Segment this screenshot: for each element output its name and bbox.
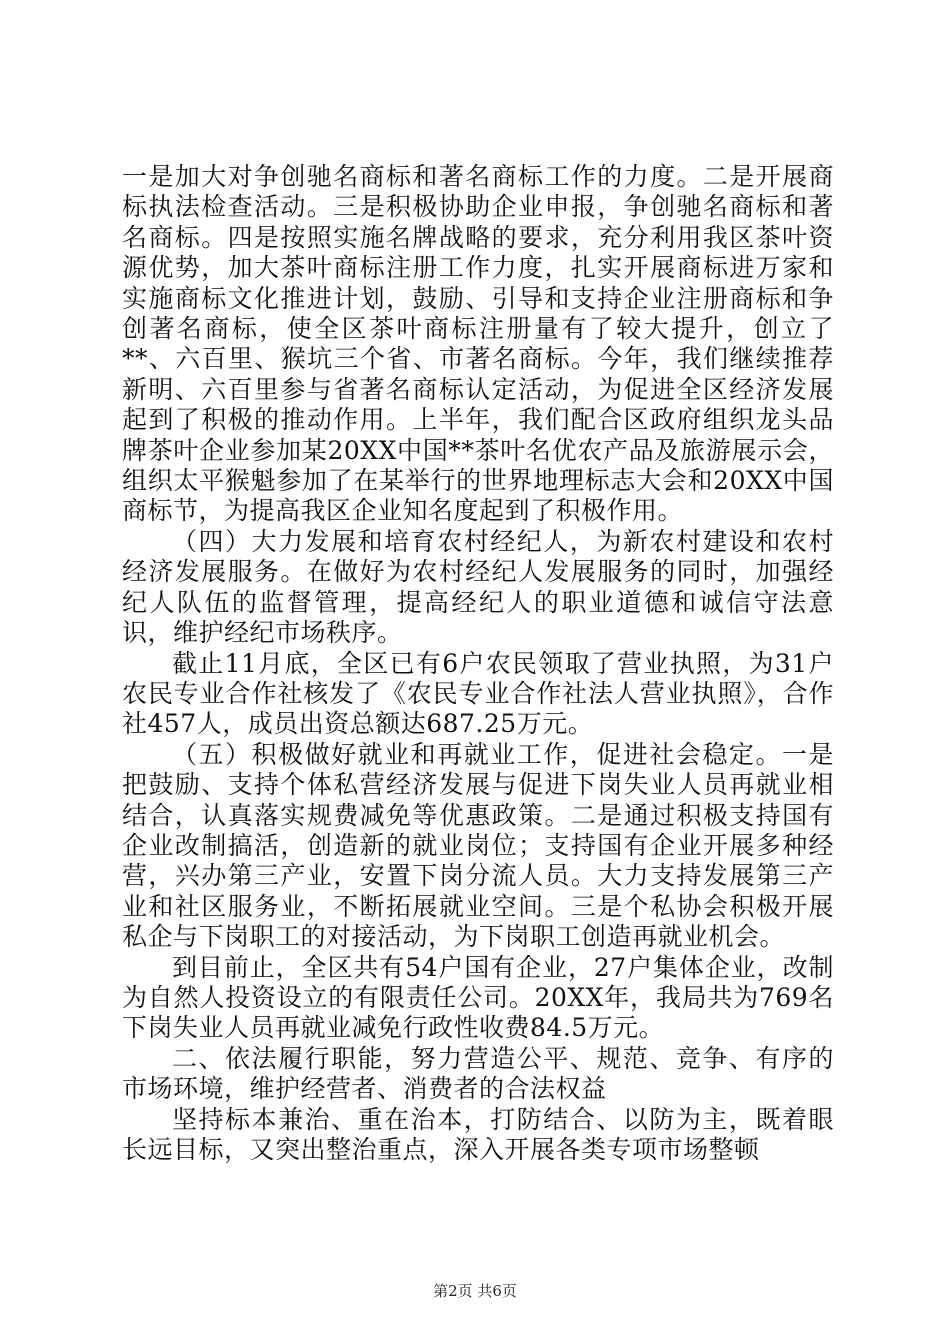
paragraph-section-five: （五）积极做好就业和再就业工作，促进社会稳定。一是把鼓励、支持个体私营经济发展与促进下岗失业人员再就业相结合，认真落实规费减免等优惠政策。二是通过积极支持国有企业改制搞活，创造新的就业岗位；支持国有企业开展多种经营，兴办第三产业，安置下岗分流人员。大力支持发展第三产业和社区服务业，不断拓展就业空间。三是个私协会积极开展私企与下岗职工的对接活动，为下岗职工创造再就业机会。 <box>122 739 834 952</box>
section-heading-two: 二、依法履行职能，努力营造公平、规范、竞争、有序的市场环境，维护经营者、消费者的合法权益 <box>122 1043 834 1104</box>
paragraph-enterprise-stats: 到目前止，全区共有54户国有企业，27户集体企业，改制为自然人投资设立的有限责任公司。20XX年，我局共为769名下岗失业人员再就业减免行政性收费84.5万元。 <box>122 952 834 1043</box>
paragraph-market-rectification: 坚持标本兼治、重在治本，打防结合、以防为主，既着眼长远目标，又突出整治重点，深入开展各类专项市场整顿 <box>122 1104 834 1164</box>
document-body <box>122 162 834 1165</box>
paragraph-cooperatives: 截止11月底，全区已有6户农民领取了营业执照，为31户农民专业合作社核发了《农民专业合作社法人营业执照》，合作社457人，成员出资总额达687.25万元。 <box>122 648 834 739</box>
paragraph-section-four: （四）大力发展和培育农村经纪人，为新农村建设和农村经济发展服务。在做好为农村经纪人发展服务的同时，加强经纪人队伍的监督管理，提高经纪人的职业道德和诚信守法意识，维护经纪市场秩序。 <box>122 526 834 648</box>
page-footer: 第2页 共6页 <box>433 1282 517 1300</box>
paragraph-trademark: 一是加大对争创驰名商标和著名商标工作的力度。二是开展商标执法检查活动。三是积极协助企业申报，争创驰名商标和著名商标。四是按照实施名牌战略的要求，充分利用我区茶叶资源优势，加大茶叶商标注册工作力度，扎实开展商标进万家和实施商标文化推进计划，鼓励、引导和支持企业注册商标和争创著名商标，使全区茶叶商标注册量有了较大提升，创立了**、六百里、猴坑三个省、市著名商标。今年，我们继续推荐新明、六百里参与省著名商标认定活动，为促进全区经济发展起到了积极的推动作用。上半年，我们配合区政府组织龙头品牌茶叶企业参加某20XX中国**茶叶名优农产品及旅游展示会，组织太平猴魁参加了在某举行的世界地理标志大会和20XX中国商标节，为提高我区企业知名度起到了积极作用。 <box>122 162 834 526</box>
